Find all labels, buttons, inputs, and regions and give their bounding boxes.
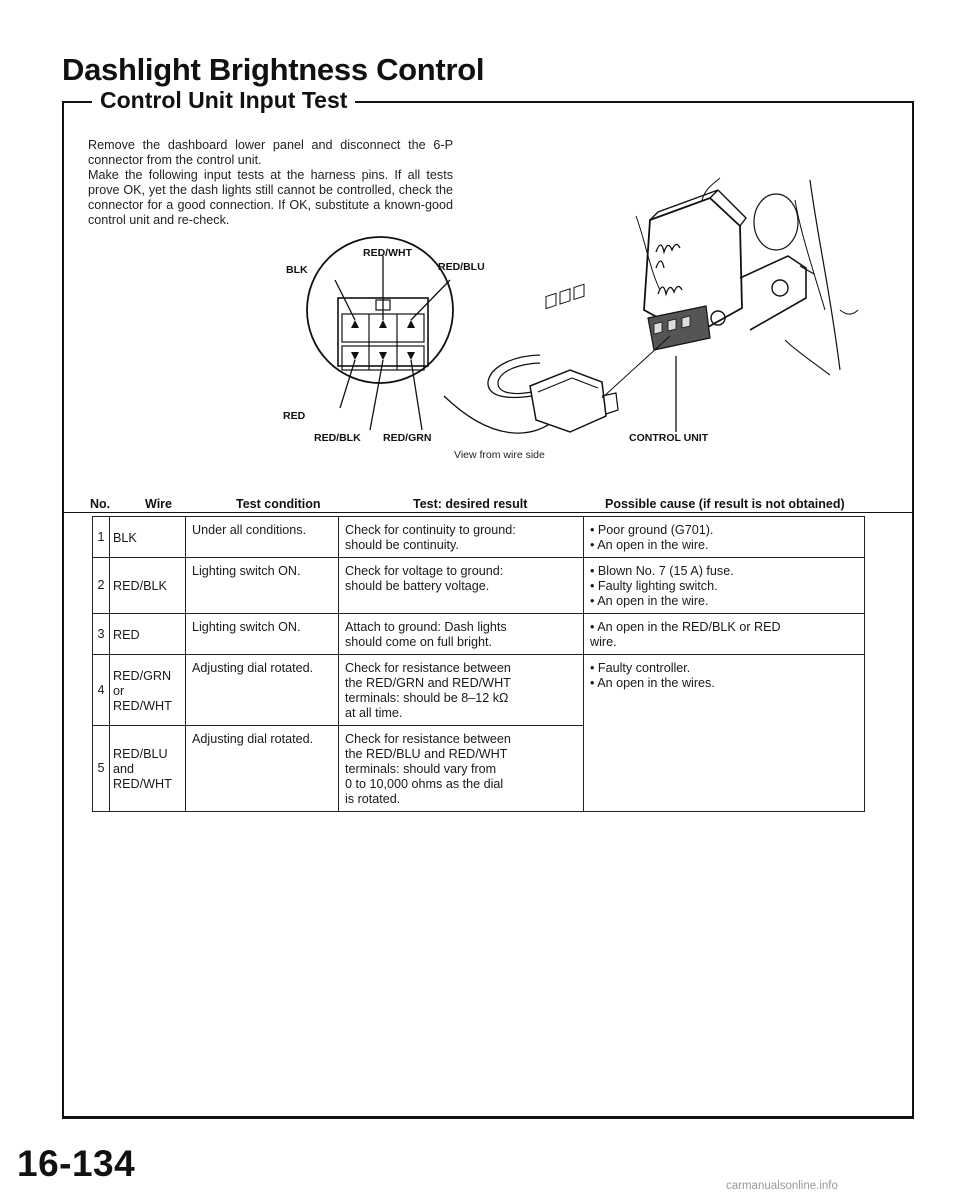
row-condition: Adjusting dial rotated. [186,655,339,726]
label-red-wht: RED/WHT [363,247,412,259]
row-result-line: Check for continuity to ground: [345,523,516,537]
row-result [339,726,584,812]
row-number: 4 [93,655,110,726]
row-result-line: should be continuity. [345,538,459,552]
row-condition: Under all conditions. [186,517,339,558]
label-red: RED [283,410,306,422]
row-wire [110,655,186,726]
header-condition: Test condition [236,497,321,511]
row-result-line: is rotated. [345,792,401,806]
row-cause-line: wire. [590,635,617,649]
row-result-line: the RED/GRN and RED/WHT [345,676,511,690]
row-result-line: at all time. [345,706,403,720]
row-result-line: the RED/BLU and RED/WHT [345,747,508,761]
row-cause [584,655,865,812]
header-wire: Wire [145,497,172,511]
row-cause-line: • Blown No. 7 (15 A) fuse. [590,564,734,578]
row-cause [584,517,865,558]
row-result [339,517,584,558]
row-cause-line: • Faulty controller. [590,661,691,675]
row-wire [110,517,186,558]
row-result-line: terminals: should vary from [345,762,497,776]
table-row [93,614,865,655]
row-wire-line: RED/GRN [113,668,172,683]
intro-paragraph-2: Make the following input tests at the harness pins. If all tests prove OK, yet the dash lights still cannot be controlled, check the connector for a good connection. If OK, substitute a known-good control unit and re-check. [88,168,453,227]
connector-diagram [240,160,860,460]
row-wire-line: RED/WHT [113,698,172,713]
row-result-line: should be battery voltage. [345,579,490,593]
section-title: Control Unit Input Test [92,87,355,114]
label-control-unit: CONTROL UNIT [629,432,709,444]
row-result-line: 0 to 10,000 ohms as the dial [345,777,504,791]
row-result [339,614,584,655]
intro-paragraph-1: Remove the dashboard lower panel and disconnect the 6-P connector from the control unit. [88,138,453,167]
row-condition: Adjusting dial rotated. [186,726,339,812]
row-wire-line: RED/WHT [113,777,172,791]
row-cause-line: • An open in the wires. [590,676,715,690]
view-note: View from wire side [454,449,545,460]
row-wire [110,558,186,614]
table-row [93,558,865,614]
row-wire-line: RED [113,627,140,642]
page-number: 16-134 [17,1143,136,1184]
table-row [93,517,865,558]
row-result [339,558,584,614]
row-wire-line: and [113,762,135,776]
row-result-line: Check for voltage to ground: [345,564,504,578]
row-cause-line: • An open in the wire. [590,538,709,552]
row-wire-line: RED/BLU [113,747,168,761]
leader-red-blu [411,280,450,320]
row-wire [110,726,186,812]
row-result-line: Attach to ground: Dash lights [345,620,507,634]
header-cause: Possible cause (if result is not obtained) [605,497,845,511]
row-cause-line: • An open in the RED/BLK or RED [590,620,781,634]
header-rule [64,512,912,513]
row-number: 1 [93,517,110,558]
watermark: carmanualsonline.info [726,1180,838,1192]
table-row [93,655,865,726]
row-condition: Lighting switch ON. [186,558,339,614]
row-wire [110,614,186,655]
test-table [92,516,865,812]
label-red-blu: RED/BLU [438,261,485,273]
row-wire-line: or [113,683,125,698]
label-red-blk: RED/BLK [314,432,361,444]
row-condition: Lighting switch ON. [186,614,339,655]
row-cause [584,558,865,614]
row-cause-line: • Poor ground (G701). [590,523,714,537]
page-title: Dashlight Brightness Control [62,52,485,87]
row-result-line: terminals: should be 8–12 kΩ [345,691,509,705]
row-result-line: Check for resistance between [345,661,511,675]
row-cause-line: • Faulty lighting switch. [590,579,718,593]
row-wire-line: RED/BLK [113,579,167,593]
row-number: 2 [93,558,110,614]
row-number: 5 [93,726,110,812]
header-no: No. [90,497,111,511]
row-number: 3 [93,614,110,655]
row-wire-line: BLK [113,530,137,545]
row-result-line: Check for resistance between [345,732,511,746]
row-result [339,655,584,726]
row-cause [584,614,865,655]
row-cause-line: • An open in the wire. [590,594,709,608]
header-result: Test: desired result [413,497,528,511]
label-blk: BLK [286,264,308,276]
row-result-line: should come on full bright. [345,635,493,649]
label-red-grn: RED/GRN [383,432,432,444]
